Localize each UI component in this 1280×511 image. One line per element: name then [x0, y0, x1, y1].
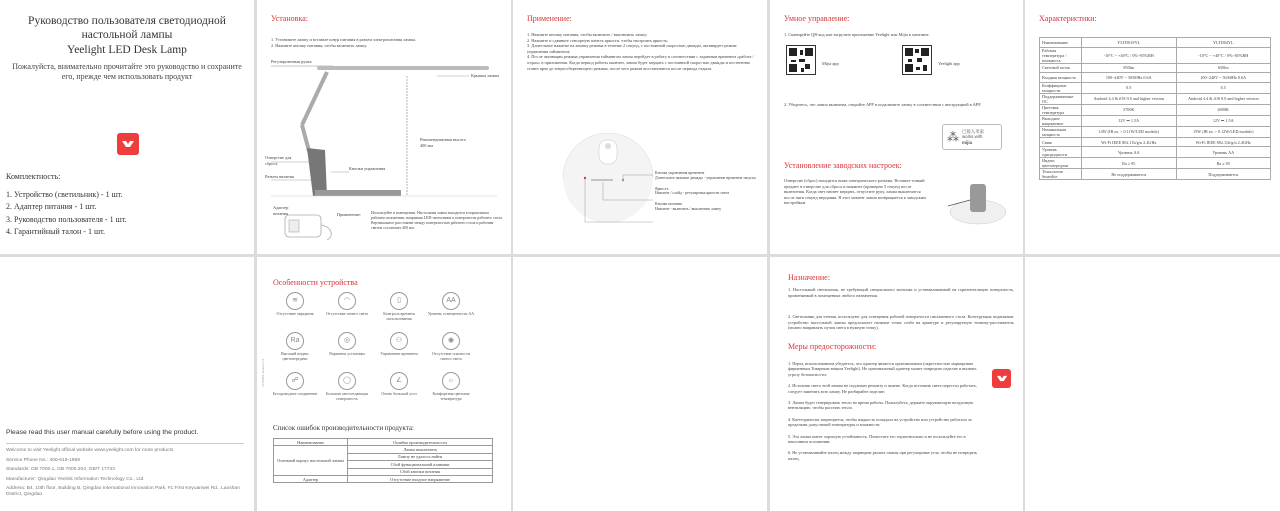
spec-value: Ra ≥ 95 [1176, 158, 1271, 169]
spec-value: -10°C ~ +40°C / 0%~85%RH [1176, 47, 1271, 63]
features-panel [257, 257, 511, 511]
feature-item [271, 332, 319, 361]
kit-item: 1. Устройство (светильник) - 1 шт. [6, 190, 123, 199]
feature-label: Очень большой угол [381, 391, 417, 396]
feature-icon: ≋ [286, 292, 304, 310]
spec-value: 100~240V ~ 50/60Hz 0.6A [1082, 73, 1177, 83]
smart-step1: 1. Сканируйте QR-код или загрузите приложение Yeelight или Mijia в магазине. [784, 32, 930, 37]
kit-item: 3. Руководство пользователя - 1 шт. [6, 214, 127, 224]
err-item: Сбой кнопки питания [348, 468, 493, 475]
spec-value: 0.5 [1176, 82, 1271, 93]
cover-title-ru: Руководство пользователя светодиодной настольной лампы [28, 15, 226, 41]
kit-list [6, 189, 127, 238]
spec-row [1040, 104, 1271, 115]
note-label: Применение: [337, 212, 362, 217]
feature-item [427, 332, 475, 361]
spec-value: 14W (IB ea. > 0.11W/LED module) [1082, 126, 1177, 137]
feature-icon: ⚇ [390, 332, 408, 350]
feature-icon: ∠ [390, 372, 408, 390]
back-panel [0, 257, 254, 511]
spec-row [1040, 63, 1271, 73]
feature-item [375, 332, 423, 357]
install-step: 2. Нажмите кнопку питания, чтобы включить лампу. [271, 42, 368, 48]
mijia-label: Mijia app [822, 61, 839, 66]
label-cover: Крышка лампы [471, 73, 500, 78]
mijia-qr-icon [786, 45, 816, 75]
spec-label: Индекс цветопередачи [1040, 158, 1082, 169]
back-line: Service Phone No.: 400-619-1969 [6, 457, 80, 463]
feature-label: Контроль времени использования [383, 311, 415, 321]
spec-value: Wi-Fi IEEE 802.11b/g/n 2.4GHz [1082, 137, 1177, 147]
spec-value: 12V ⎓ 1.5A [1176, 115, 1271, 126]
spec-value: -10°C ~ +40°C / 0%~85%RH [1082, 47, 1177, 63]
spec-label: Номинальная мощность [1040, 126, 1082, 137]
spec-value: 3700K [1082, 104, 1177, 115]
callout-power-desc: Нажатие - включить / выключить лампу [655, 206, 722, 211]
spec-value: 15W (IB ea. > 0.12W/LED module) [1176, 126, 1271, 137]
purpose-title: Назначение: [788, 273, 830, 282]
feature-item [271, 372, 319, 397]
feature-icon: ☼ [442, 372, 460, 390]
mijia-badge [942, 124, 1002, 150]
callout-brightness: Яркость [655, 186, 669, 191]
spec-row [1040, 47, 1271, 63]
spec-value: Уровень AA [1082, 147, 1177, 158]
feature-icon: ☍ [286, 372, 304, 390]
spec-value: Поддерживается [1176, 169, 1271, 180]
feature-item [427, 292, 475, 317]
reset-text: Отверстие (сброс) находится ниже электрического разъема. Вставьте тонкий предмет в отверстие для сброса и нажмите (примерно 5 секунд после включения. Когда свет начнет мерцать, отпустите руку, лампа выключится после пяти секунд мерцания. В этот момент лампа возвращается к заводским настройкам [784, 178, 926, 206]
feature-label: Отсутствие опасности синего света [431, 351, 471, 361]
spec-value: 650lm [1176, 63, 1271, 73]
spec-label: Поддерживаемые ОС [1040, 93, 1082, 104]
label-handle: Регулировочная ручка [271, 59, 312, 64]
specs-table [1039, 37, 1271, 180]
callout-timer: Кнопка управления временем [655, 171, 705, 175]
safety-item: 4. Категорически запрещается, чтобы жидкость попадала на устройство или устройство работало за пределами допустимой температуры и влажности. [788, 416, 972, 428]
spec-row [1040, 82, 1271, 93]
safety-title: Меры предосторожности: [788, 342, 877, 351]
blank-panel [513, 257, 767, 511]
cover-panel [0, 0, 254, 254]
reset-hole-diagram [940, 178, 1010, 226]
back-divider [6, 443, 244, 444]
spec-value: Wi-Fi IEEE 802.11b/g/n 2.4GHz [1176, 137, 1271, 147]
spec-row [1040, 147, 1271, 158]
spec-row [1040, 115, 1271, 126]
feature-item [375, 372, 423, 397]
spec-label: Выходное напряжение [1040, 115, 1082, 126]
spec-value: Android 4.4 & iOS 9.0 and higher version [1082, 93, 1177, 104]
usage-panel [513, 0, 767, 254]
feature-label: Отсутствие мерцания [276, 311, 314, 316]
label-power-port: Разъем питания [265, 174, 294, 179]
spec-row [1040, 169, 1271, 180]
err-item: Лампа выключена [348, 446, 493, 453]
err-part: Основной корпус настольной лампы [274, 446, 348, 476]
feature-item [427, 372, 475, 401]
badge-brand: mijia [962, 139, 973, 145]
yeelight-logo-icon [992, 369, 1011, 388]
spec-label: Входная мощность [1040, 73, 1082, 83]
feature-label: Управление временем [380, 351, 418, 356]
smart-panel [770, 0, 1023, 254]
spec-value: 850lm [1082, 63, 1177, 73]
label-height: Рекомендованная высота 400 мм [420, 137, 466, 148]
feature-icon: AA [442, 292, 460, 310]
callout-timer-desc: Длительное нажатие дважды - управление временем запуска [655, 175, 756, 180]
smart-step2: 2. Убедитесь, что лампа включена, откройте APP и подключите лампу в соответствии с инструкцией в APP. [784, 102, 982, 107]
spec-label: Наименование [1040, 38, 1082, 48]
spec-label: Световой поток [1040, 63, 1082, 73]
usage-step: 3. Длительное нажатие на кнопку режима в течение 2 секунд, с постоянной скоростью дважды, активирует режим управления таймингом; [527, 43, 737, 54]
err-item: Сбой функциональной клавиши [348, 461, 493, 468]
spec-value: 12V ⎓ 1.5A [1082, 115, 1177, 126]
purpose-panel [770, 257, 1023, 511]
err-item: Лампу не удалось найти [348, 453, 493, 460]
back-read: Please read this user manual carefully before using the product. [6, 429, 199, 436]
spec-row [1040, 93, 1271, 104]
err-title: Список ошибок производительности продукта: [273, 424, 414, 432]
yeelight-app-label: Yeelight app [938, 61, 960, 66]
callout-brightness-desc: Нажатие / слайд - регулировка яркости света [655, 191, 730, 196]
spec-row [1040, 73, 1271, 83]
feature-label: Высокий индекс цветопередачи [280, 351, 310, 361]
safety-item: 3. Лампа будет генерировать тепло во время работы. Пожалуйста, держите окружающую воздушную вентиляцию, чтобы рассеять тепло. [788, 400, 974, 411]
badge-en: works with [962, 134, 983, 140]
spec-value: 0.5 [1082, 82, 1177, 93]
feature-label: Беспроводное соединение [272, 391, 318, 396]
usage-step: 1. Нажмите кнопку питания, чтобы включить / выключить лампу; [527, 32, 648, 37]
badge-cn: 已接入米家 [962, 129, 984, 135]
spec-value: Уровень AA [1176, 147, 1271, 158]
safety-item: 6. Не устанавливайте палец между шарниром рычага лампы при регулировке угла, чтобы не повредить палец. [788, 450, 978, 461]
blank-panel-2 [1025, 257, 1280, 511]
usage-step: 2. Нажмите и сдвиньте сенсорную панель яркости, чтобы настроить яркость; [527, 37, 669, 43]
spec-value: 4000K [1176, 104, 1271, 115]
mijia-badge-icon: ⁂ [947, 130, 959, 144]
spec-label: Технология Smartlite [1040, 169, 1082, 180]
back-info [6, 446, 242, 498]
spec-label: Цветовая температура [1040, 104, 1082, 115]
feature-item [271, 292, 319, 317]
install-step: 1. Установите лампу и вставьте шнур питания в разъем электропитания лампы. [271, 37, 417, 42]
label-adapter: Адаптер питания [273, 205, 289, 216]
label-controls: Кнопки управления [349, 166, 386, 171]
feature-item [375, 292, 423, 321]
feature-icon: ◎ [338, 332, 356, 350]
yeelight-logo-icon [117, 133, 139, 155]
feature-icon: ◠ [338, 292, 356, 310]
yeelight-qr-icon [902, 45, 932, 75]
spec-value: Ra ≥ 95 [1082, 158, 1177, 169]
feature-item [323, 332, 371, 357]
back-line: Address: B4, 10th floor, Building B, Qingdao International Innovation Park, #1 First Keyuanwei Rd., Laoshan District, Qingdao [6, 486, 240, 498]
features-title: Особенности устройства [273, 278, 358, 287]
safety-item: 5. Эта лампа имеет хорошую устойчивость. Поместите его горизонтально и не используйте его в наклонном положении; [788, 433, 966, 445]
install-note: Используйте в помещении. Настольная лампа находится в нормальном рабочем положении, направляя LED-светильник к поверхности рабочего стола. Вертикальное расстояние между поверхностью рабочего стола и рабочим светом составляет 400 мм. [371, 211, 503, 230]
reset-title: Установление заводских настроек: [784, 161, 902, 170]
feature-icon: Ra [286, 332, 304, 350]
feature-label: Комфортная цветовая температура [432, 391, 470, 401]
spec-value: Android 4.4 & iOS 9.0 and higher version [1176, 93, 1271, 104]
spec-row [1040, 126, 1271, 137]
purpose-p2: 2. Светильник для чтения, используют для освещения рабочей поверхности письменного стола. Конструкция подвижная: устройство настольной лампы предполагает наличие точек сгиба на арматуре и регулируемую технику-рассеиватель (можно направлять пучок света в нужную точку). [788, 314, 1014, 331]
install-title: Установка: [271, 14, 308, 23]
spec-value: YLTD04YL [1176, 38, 1271, 48]
back-line: Welcome to visit Yeelight official website www.yeelight.com for more products [6, 448, 174, 453]
spec-label: Уровень однородности [1040, 147, 1082, 158]
spec-label: Рабочая температура / влажность [1040, 47, 1082, 63]
errors-table [273, 438, 493, 483]
err-adapter-txt: Отсутствие входное напряжение [348, 475, 493, 482]
safety-item: 1. Перед использованием убедитесь, что адаптер является оригинальным (окрестностью маркирован фирменным Товарным знаком Yeelight). Не оригинальный адаптер может повредить изделие и вызвать угрозу безопасности; [788, 361, 977, 377]
back-line: Manufacturer: Qingdao Yeelink Information Technology Co., Ltd. [6, 476, 145, 482]
version-code: YLTD001 Version 1.5 [261, 358, 265, 387]
feature-item [323, 292, 371, 317]
back-line: Standards: GB 7000.1, GB 7000.204, GB/T 17743 [6, 467, 115, 473]
spec-row [1040, 137, 1271, 147]
cover-intro: Пожалуйста, внимательно прочитайте это руководство и сохраните его, прежде чем использовать продукт [12, 62, 242, 81]
kit-title: Комплектность: [6, 172, 61, 181]
usage-step: 4. После активации режима управления таймингом лампа перейдет в работу в соответствии с заданным временем «работа / отдых» в приложении. Когда период работы окончен, лампа будет мерцать с постоянной скоростью дважды и постепенно станет ярче до энергосберегающего режима, после чего режим восстановится после периода отдыха. [527, 54, 754, 71]
safety-list [788, 361, 978, 461]
purpose-p1: 1. Настольный светильник, не требующий специального монтажа и устанавливаемый на горизонтальную поверхность, применяемый в помещениях любого назначения. [788, 287, 1014, 298]
spec-value: YLTD01SYL [1082, 38, 1177, 48]
specs-title: Характеристики: [1039, 14, 1097, 23]
usage-callouts [655, 171, 763, 212]
feature-icon: ◯ [338, 372, 356, 390]
spec-row [1040, 38, 1271, 48]
kit-item: 4. Гарантийный талон - 1 шт. [6, 226, 106, 236]
smart-title: Умное управление: [784, 14, 850, 23]
safety-item: 2. Источник света этой лампы не подлежит ремонту и замене. Когда источник света перестал работать, следует заменить всю лампу. Не разбирайте изделие; [788, 383, 977, 394]
err-head: Ошибка производительности [348, 439, 493, 446]
install-panel [257, 0, 511, 254]
feature-label: Уровень освещенности АА [427, 311, 475, 316]
feature-icon: ◉ [442, 332, 460, 350]
label-reset: Отверстие для сброса [265, 155, 292, 166]
feature-icon: ▯ [390, 292, 408, 310]
kit-item: 2. Адаптер питания - 1 шт. [6, 202, 97, 212]
err-adapter: Адаптер [274, 475, 348, 482]
spec-value: 100~240V ~ 50/60Hz 0.6A [1176, 73, 1271, 83]
err-head: Наименование [274, 439, 348, 446]
control-diagram [513, 0, 767, 254]
feature-item [323, 372, 371, 401]
spec-row [1040, 158, 1271, 169]
specs-panel [1025, 0, 1280, 254]
usage-title: Применение: [527, 14, 572, 23]
spec-label: Коэффициент мощности [1040, 82, 1082, 93]
callout-power: Кнопка питания [655, 202, 682, 207]
feature-label: Варианты установки [329, 351, 365, 356]
spec-value: Не поддерживается [1082, 169, 1177, 180]
cover-title-en: Yeelight LED Desk Lamp [67, 44, 187, 56]
feature-label: Отсутствие синего света [326, 311, 368, 316]
spec-label: Связь [1040, 137, 1082, 147]
feature-label: Большая светоотдающая поверхность [325, 391, 368, 401]
